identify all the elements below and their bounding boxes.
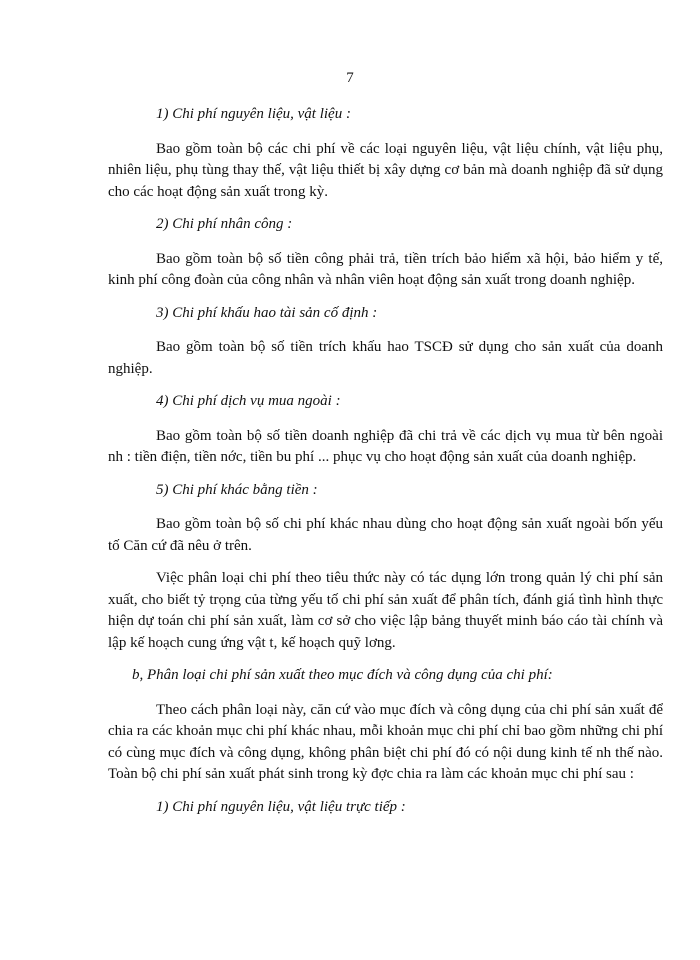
document-body bbox=[108, 104, 663, 831]
section-text-materials: Bao gồm toàn bộ các chi phí về các loại nguyên liệu, vật liệu chính, vật liệu phụ, nhiên liệu, phụ tùng thay thế, vật liệu thiết bị xây dựng cơ bản mà doanh nghiệp đã sử dụng cho các hoạt động sản xuất trong kỳ. bbox=[108, 140, 663, 200]
section-heading-labor: 2) Chi phí nhân công : bbox=[156, 216, 293, 232]
section-text-other: Bao gồm toàn bộ số chi phí khác nhau dùng cho hoạt động sản xuất ngoài bốn yếu tố Căn cứ đã nêu ở trên. bbox=[108, 516, 663, 554]
section-heading-services: 4) Chi phí dịch vụ mua ngoài : bbox=[156, 393, 341, 409]
section-b-heading: b, Phân loại chi phí sản xuất theo mục đích và công dụng của chi phí: bbox=[132, 667, 553, 683]
section-b-paragraph: Theo cách phân loại này, căn cứ vào mục đích và công dụng của chi phí sản xuất để chia ra các khoản mục chi phí khác nhau, mỗi khoản mục chi phí chỉ bao gồm những chi phí có cùng mục đích và công dụng, không phân biệt chi phí đó có nội dung kinh tế nh thế nào. Toàn bộ chi phí sản xuất phát sinh trong kỳ đợc chia ra làm các khoản mục chi phí sau : bbox=[108, 701, 663, 782]
section-heading-materials: 1) Chi phí nguyên liệu, vật liệu : bbox=[156, 106, 351, 122]
section-heading-other: 5) Chi phí khác bằng tiền : bbox=[156, 481, 318, 498]
section-text-services: Bao gồm toàn bộ số tiền doanh nghiệp đã chi trả về các dịch vụ mua từ bên ngoài nh : tiền điện, tiền nớc, tiền bu phí ... phục vụ cho hoạt động sản xuất của doanh nghiệp. bbox=[108, 427, 663, 465]
section-text-labor: Bao gồm toàn bộ số tiền công phải trả, tiền trích bảo hiểm xã hội, bảo hiểm y tế, kinh phí công đoàn của công nhân và nhân viên hoạt động sản xuất trong doanh nghiệp. bbox=[108, 250, 663, 288]
summary-paragraph: Việc phân loại chi phí theo tiêu thức này có tác dụng lớn trong quản lý chi phí sản xuất, cho biết tỷ trọng của từng yếu tố chi phí sản xuất để phân tích, đánh giá tình hình thực hiện dự toán chi phí sản xuất, làm cơ sở cho việc lập bảng thuyết minh báo cáo tài chính và lập kế hoạch cung ứng vật t, kế hoạch quỹ lơng. bbox=[108, 570, 663, 651]
final-heading: 1) Chi phí nguyên liệu, vật liệu trực tiếp : bbox=[156, 798, 406, 815]
section-heading-depreciation: 3) Chi phí khấu hao tài sản cố định : bbox=[156, 304, 378, 321]
page-number: 7 bbox=[346, 70, 354, 86]
section-text-depreciation: Bao gồm toàn bộ số tiền trích khấu hao TSCĐ sử dụng cho sản xuất của doanh nghiệp. bbox=[108, 339, 663, 377]
